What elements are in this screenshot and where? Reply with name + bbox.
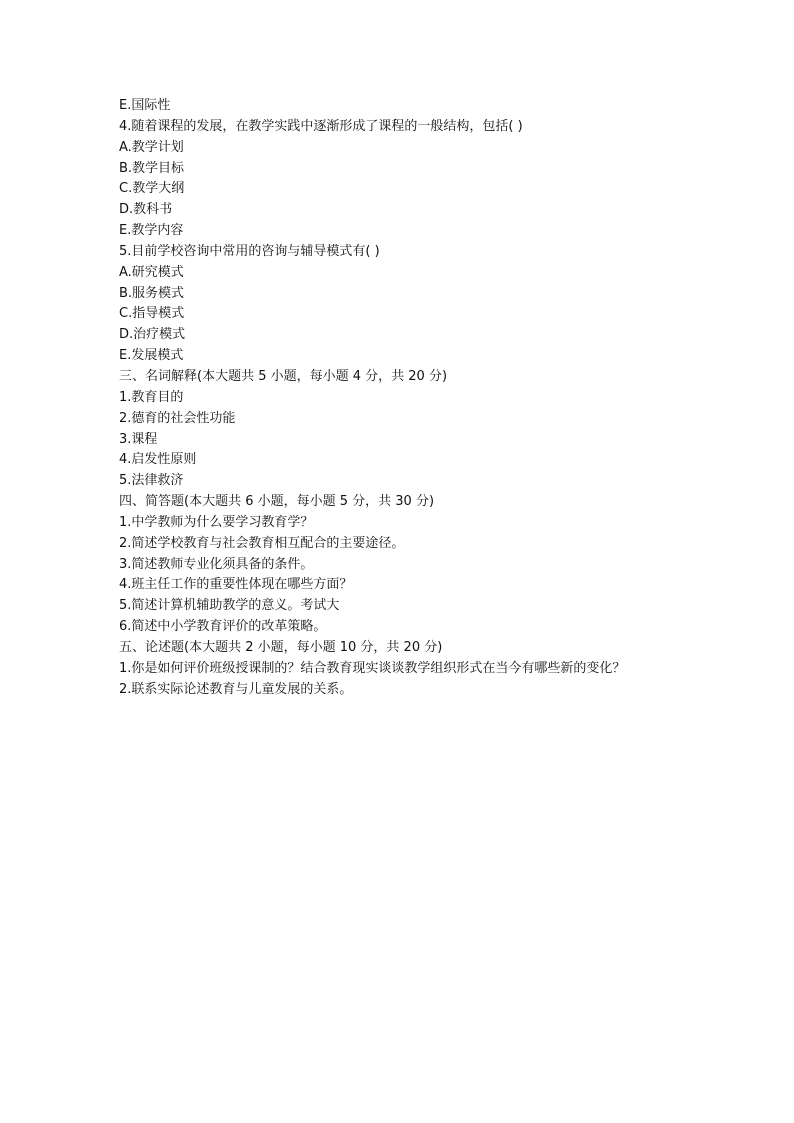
question-5-option-b: B.服务模式 <box>119 285 185 301</box>
question-5-option-c: C.指导模式 <box>119 306 185 322</box>
section-4-heading: 四、简答题(本大题共 6 小题，每小题 5 分，共 30 分) <box>119 494 435 510</box>
term-3: 3.课程 <box>119 431 158 447</box>
question-4-option-b: B.教学目标 <box>119 160 185 176</box>
question-5-option-a: A.研究模式 <box>119 264 184 280</box>
short-answer-6: 6.简述中小学教育评价的改革策略。 <box>119 619 327 635</box>
short-answer-2: 2.简述学校教育与社会教育相互配合的主要途径。 <box>119 535 405 551</box>
short-answer-4: 4.班主任工作的重要性体现在哪些方面？ <box>119 577 353 593</box>
section-5-heading: 五、论述题(本大题共 2 小题，每小题 10 分，共 20 分) <box>119 639 443 655</box>
short-answer-3: 3.简述教师专业化须具备的条件。 <box>119 556 314 572</box>
term-4: 4.启发性原则 <box>119 452 197 468</box>
document-body <box>119 96 759 700</box>
question-4: 4.随着课程的发展，在教学实践中逐渐形成了课程的一般结构，包括( ) <box>119 118 523 134</box>
option-e-internationality: E.国际性 <box>119 98 171 113</box>
question-4-option-e: E.教学内容 <box>119 223 184 239</box>
question-4-option-a: A.教学计划 <box>119 139 184 155</box>
essay-question-2: 2.联系实际论述教育与儿童发展的关系。 <box>119 681 353 697</box>
short-answer-1: 1.中学教师为什么要学习教育学？ <box>119 514 314 530</box>
question-4-option-c: C.教学大纲 <box>119 181 185 197</box>
question-5: 5.目前学校咨询中常用的咨询与辅导模式有( ) <box>119 243 380 259</box>
term-1: 1.教育目的 <box>119 389 184 405</box>
question-4-option-d: D.教科书 <box>119 202 173 218</box>
question-5-option-d: D.治疗模式 <box>119 327 186 343</box>
term-2: 2.德育的社会性功能 <box>119 410 236 426</box>
question-5-option-e: E.发展模式 <box>119 348 184 364</box>
term-5: 5.法律救济 <box>119 473 184 489</box>
section-3-heading: 三、名词解释(本大题共 5 小题，每小题 4 分，共 20 分) <box>119 368 448 384</box>
short-answer-5: 5.简述计算机辅助教学的意义。考试大 <box>119 598 340 614</box>
essay-question-1: 1.你是如何评价班级授课制的？结合教育现实谈谈教学组织形式在当今有哪些新的变化？ <box>119 660 626 676</box>
